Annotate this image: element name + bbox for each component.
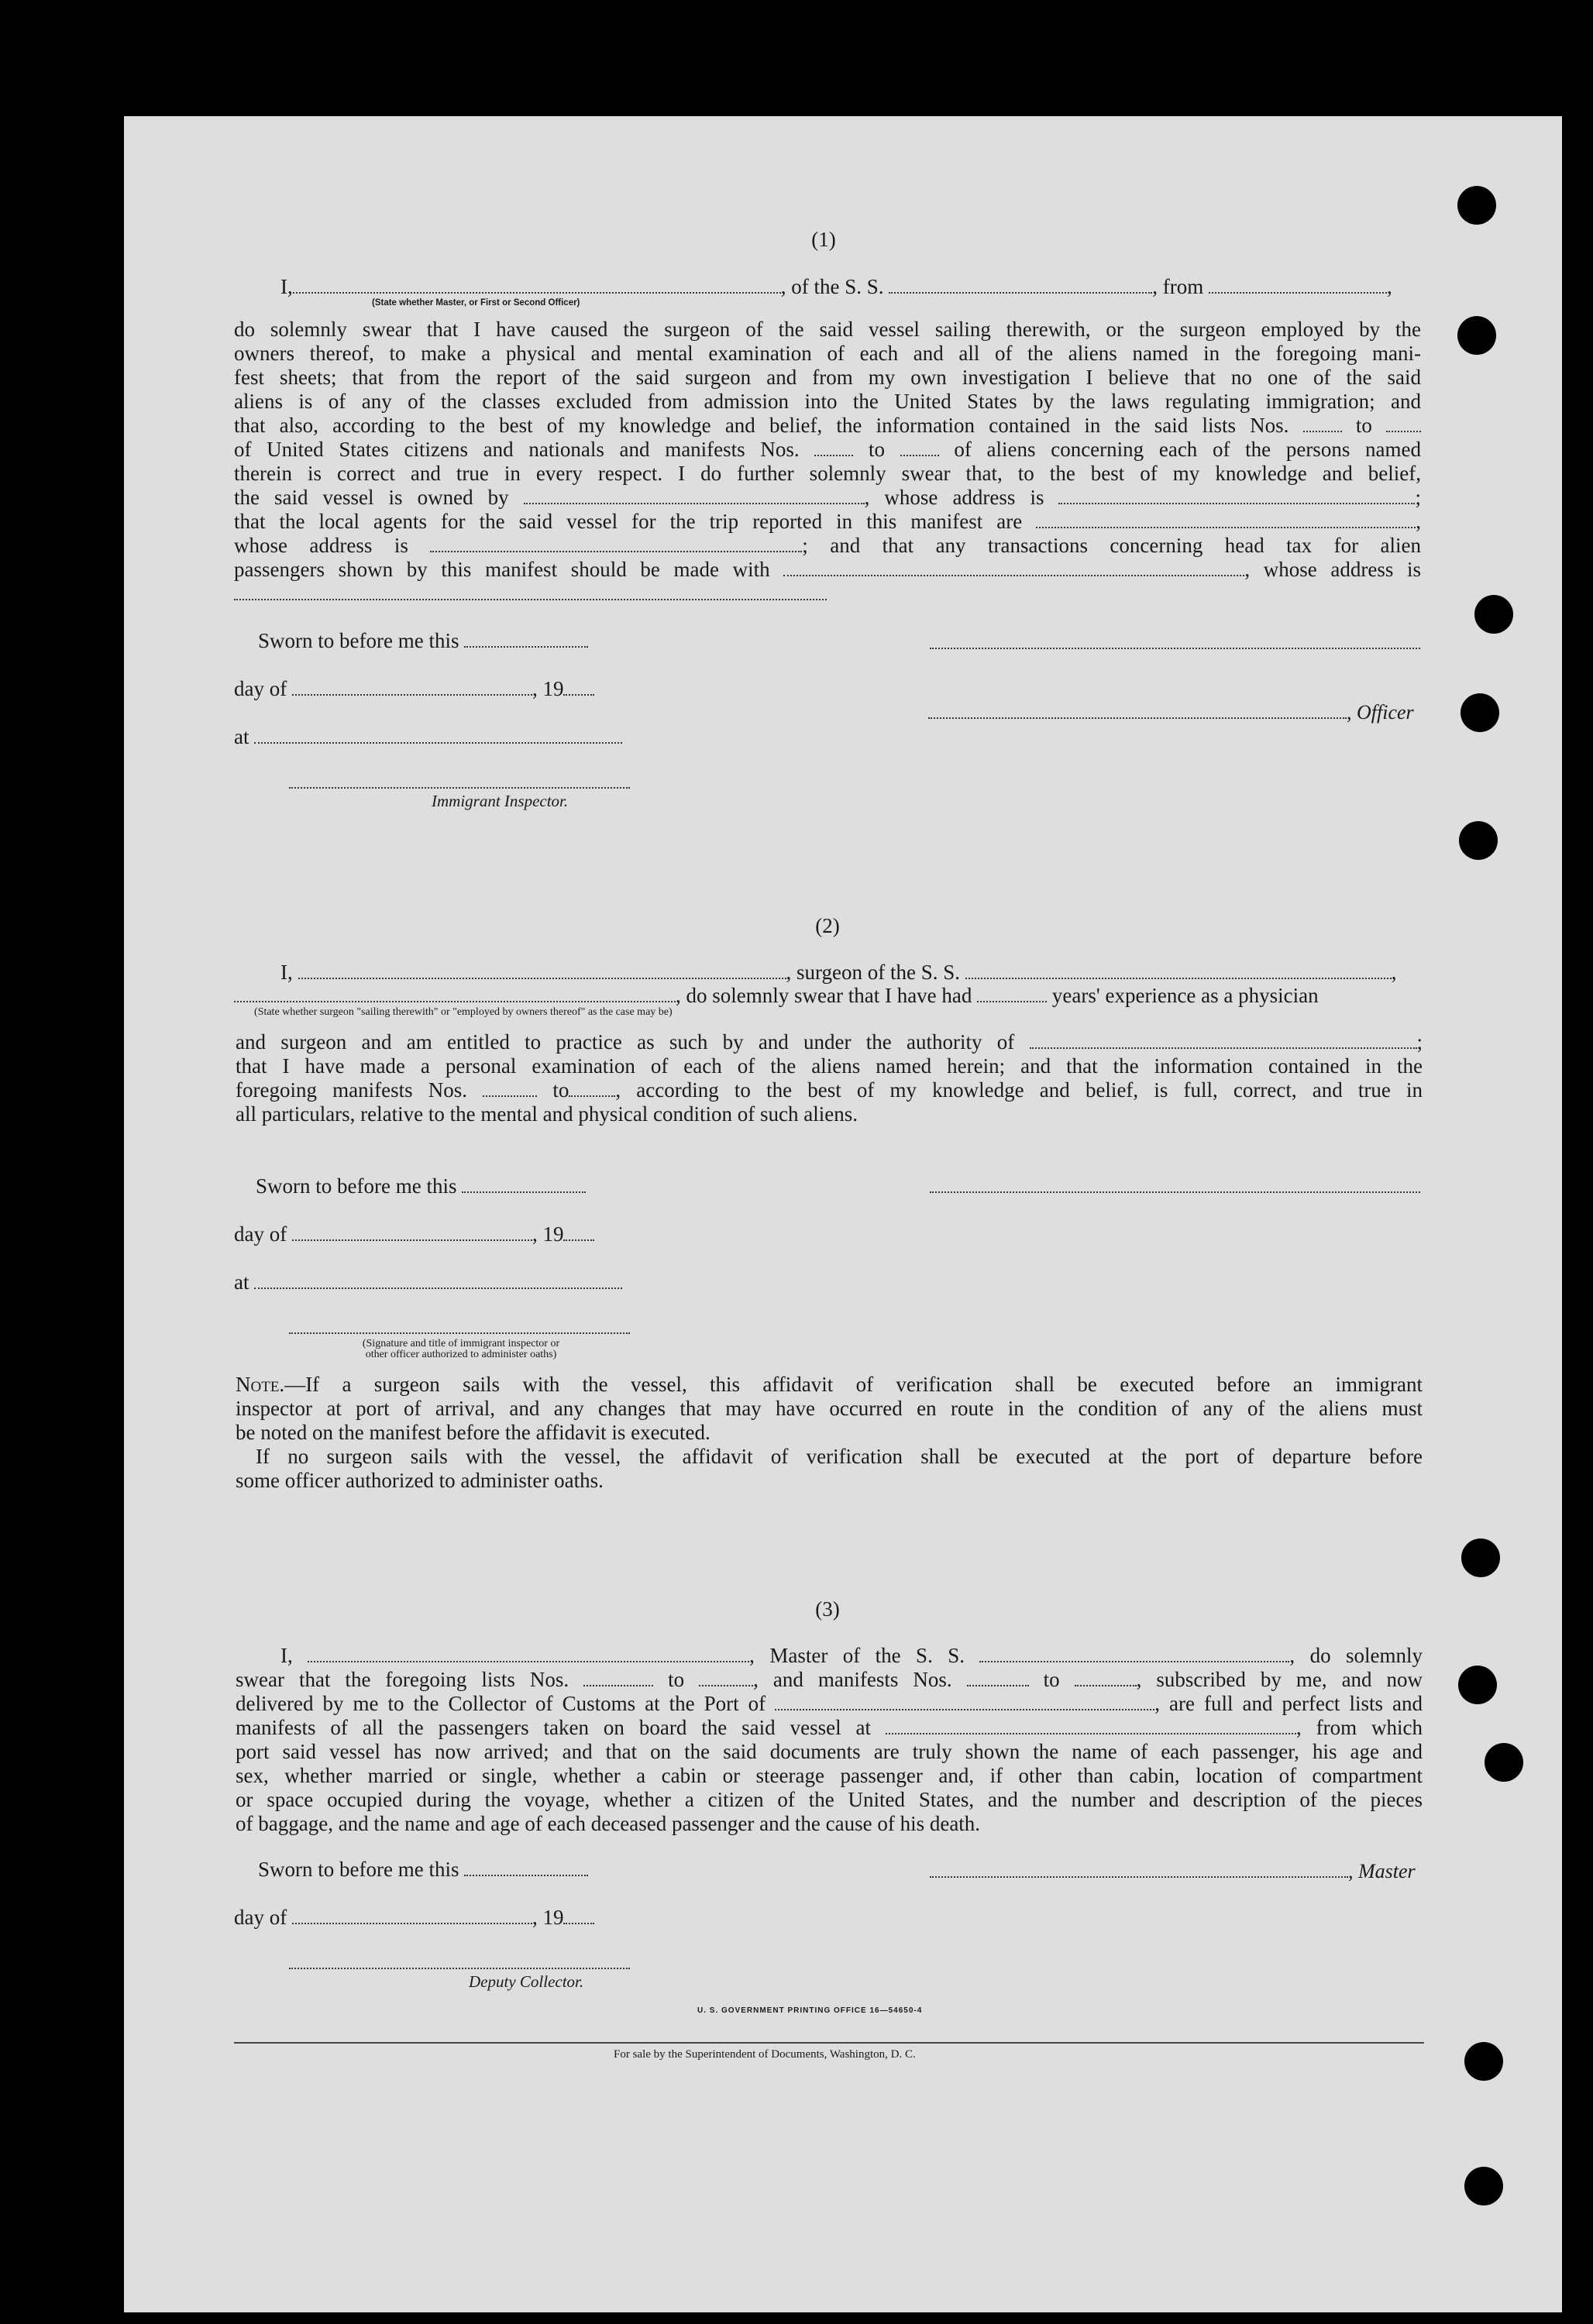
inspector-label: Immigrant Inspector.	[432, 792, 569, 810]
sale-note: For sale by the Superintendent of Documents, Washington, D. C.	[614, 2048, 916, 2061]
sworn-line: Sworn to before me this	[258, 629, 588, 653]
footer-rule	[234, 2042, 1424, 2044]
punch-hole	[1461, 693, 1499, 732]
punch-hole	[1464, 2042, 1503, 2081]
punch-hole	[1458, 1666, 1497, 1704]
oath-line: I, , surgeon of the S. S. ,	[280, 961, 1397, 984]
punch-hole	[1464, 2167, 1503, 2205]
day-line: day of , 19	[234, 1222, 594, 1246]
oath-paragraph: and surgeon and am entitled to practice as such by and under the authority of ; that I have made a personal examination of each of the aliens named herein; and that the information contained in the foregoing manifests Nos. to , according to the best of my knowledge and belief, is full, correct, and true in all particulars, relative to the mental and physical condition of such aliens.	[236, 1030, 1423, 1126]
day-line: day of , 19	[234, 1906, 594, 1930]
inspector-signature-line	[289, 787, 630, 789]
oath-paragraph: do solemnly swear that I have caused the surgeon of the said vessel sailing therewith, or the surgeon employed by the owners thereof, to make a physical and mental examination of each and all of the aliens named in the foregoing mani- fest sheets; that from the report of the said surgeon and from my own investigation I believe that no one of the said aliens is of any of the classes excluded from admission into the United States by the laws regulating immigration; and that also, according to the best of my knowledge and belief, the information contained in the said lists Nos. to of United States citizens and nationals and manifests Nos. to of aliens concerning each of the persons named therein is correct and true in every respect. I do further solemnly swear that, to the best of my knowledge and belief, the said vessel is owned by , whose address is ; that the local agents for the said vessel for the trip reported in this manifest are , whose address is ; and that any transactions concerning head tax for alien passengers shown by this manifest should be made with , whose address is	[234, 318, 1422, 581]
section-number: (1)	[811, 228, 836, 251]
section-number: (2)	[815, 914, 840, 937]
collector-label: Deputy Collector.	[469, 1972, 584, 1991]
at-line: at	[234, 1270, 622, 1294]
sworn-line: Sworn to before me this	[256, 1174, 586, 1198]
oath-line: I, , of the S. S. , from ,	[280, 275, 1392, 298]
signature-caption: (Signature and title of immigrant inspector or other officer authorized to administer oaths)	[362, 1338, 560, 1360]
printer-imprint: U. S. GOVERNMENT PRINTING OFFICE 16—54650-4	[697, 2006, 923, 2015]
oath-line: , do solemnly swear that I have had years' experience as a physician	[234, 984, 1319, 1008]
officer-line: , Officer	[928, 700, 1414, 724]
instruction-note: (State whether Master, or First or Second Officer)	[372, 298, 580, 308]
punch-hole	[1474, 595, 1513, 634]
master-line: , Master	[930, 1859, 1416, 1883]
punch-hole	[1459, 821, 1498, 860]
punch-hole	[1457, 186, 1496, 225]
punch-hole	[1485, 1743, 1523, 1782]
sworn-line: Sworn to before me this	[258, 1858, 588, 1882]
instruction-note: (State whether surgeon "sailing therewith" or "employed by owners thereof" as the case may be)	[254, 1006, 673, 1018]
blank-line	[234, 599, 827, 600]
collector-signature-line	[289, 1968, 630, 1969]
day-line: day of , 19	[234, 677, 594, 701]
signature-line	[930, 648, 1420, 649]
section-number: (3)	[815, 1597, 840, 1621]
at-line: at	[234, 725, 622, 749]
note-paragraph: Note.—If a surgeon sails with the vessel, this affidavit of verification shall be executed before an immigrant inspector at port of arrival, and any changes that may have occurred en route in the condition of any of the aliens must be noted on the manifest before the affidavit is executed. If no surgeon sails with the vessel, the affidavit of verification shall be executed at the port of departure before some officer authorized to administer oaths.	[236, 1373, 1423, 1492]
oath-paragraph: I, , Master of the S. S. , do solemnly swear that the foregoing lists Nos. to , and manifests Nos. to , subscribed by me, and now delivered by me to the Collector of Customs at the Port of , are full and perfect lists and manifests of all the passengers taken on board the said vessel at , from which port said vessel has now arrived; and that on the said documents are truly shown the name of each passenger, his age and sex, whether married or single, whether a cabin or steerage passenger and, if other than cabin, location of compartment or space occupied during the voyage, whether a citizen of the United States, and the number and description of the pieces of baggage, and the name and age of each deceased passenger and the cause of his death.	[236, 1644, 1423, 1835]
punch-hole	[1461, 1538, 1500, 1577]
signature-line	[930, 1191, 1420, 1193]
inspector-signature-line	[289, 1332, 630, 1334]
punch-hole	[1457, 316, 1496, 355]
